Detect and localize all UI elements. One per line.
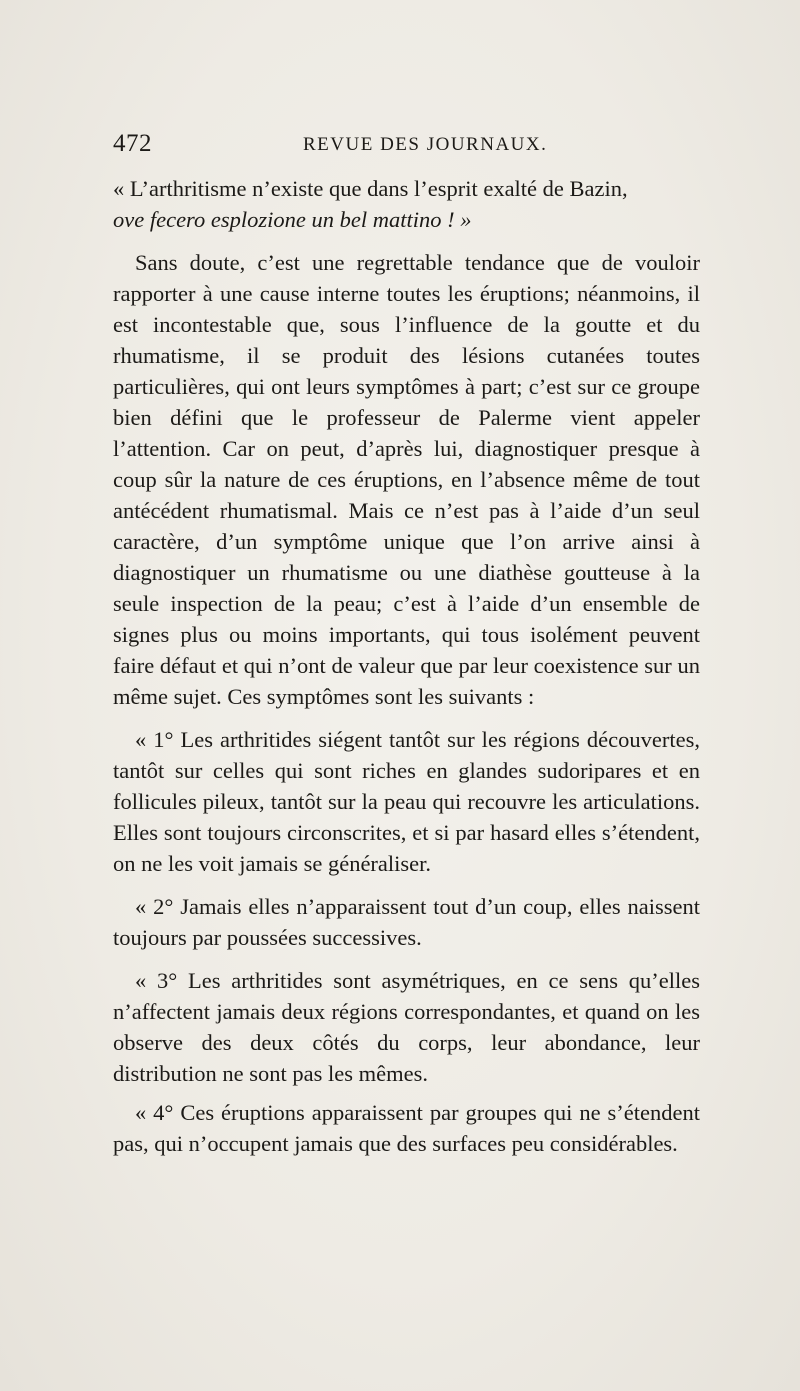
running-head: REVUE DES JOURNAUX. xyxy=(303,134,548,155)
italian-quote: ove fecero esplozione un bel mattino ! » xyxy=(113,207,472,232)
symptom-item-2: « 2° Jamais elles n’apparaissent tout d’un coup, elles naissent toujours par poussées successives. xyxy=(113,894,700,950)
page-header xyxy=(113,130,700,162)
symptom-item-4: « 4° Ces éruptions apparaissent par groupes qui ne s’étendent pas, qui n’occupent jamais que des surfaces peu considérables. xyxy=(113,1100,700,1156)
symptom-item-3: « 3° Les arthritides sont asymétriques, en ce sens qu’elles n’affectent jamais deux régions correspondantes, et quand on les observe des deux côtés du corps, leur abondance, leur distribution ne sont pas les mêmes. xyxy=(113,968,700,1086)
symptom-item-1: « 1° Les arthritides siégent tantôt sur les régions découvertes, tantôt sur celles qui sont riches en glandes sudoripares et en follicules pileux, tantôt sur la peau qui recouvre les articulations. Elles sont toujours circonscrites, et si par hasard elles s’étendent, on ne les voit jamais se généraliser. xyxy=(113,727,700,876)
paragraph-intro: Sans doute, c’est une regrettable tendance que de vouloir rapporter à une cause interne toutes les éruptions; néanmoins, il est incontestable que, sous l’influence de la goutte et du rhumatisme, il se produit des lésions cutanées toutes particulières, qui ont leurs symptômes à part; c’est sur ce groupe bien défini que le professeur de Palerme vient appeler l’attention. Car on peut, d’après lui, diagnostiquer presque à coup sûr la nature de ces éruptions, en l’absence même de tout antécédent rhumatismal. Mais ce n’est pas à l’aide d’un seul caractère, d’un symptôme unique que l’on arrive ainsi à diagnostiquer un rhumatisme ou une diathèse goutteuse à la seule inspection de la peau; c’est à l’aide d’un ensemble de signes plus ou moins importants, qui tous isolément peuvent faire défaut et qui n’ont de valeur que par leur coexistence sur un même sujet. Ces symptômes sont les suivants : xyxy=(113,250,700,709)
page-number: 472 xyxy=(113,130,152,157)
quote-line: « L’arthritisme n’existe que dans l’esprit exalté de Bazin, xyxy=(113,176,628,201)
body-text xyxy=(113,173,700,1159)
